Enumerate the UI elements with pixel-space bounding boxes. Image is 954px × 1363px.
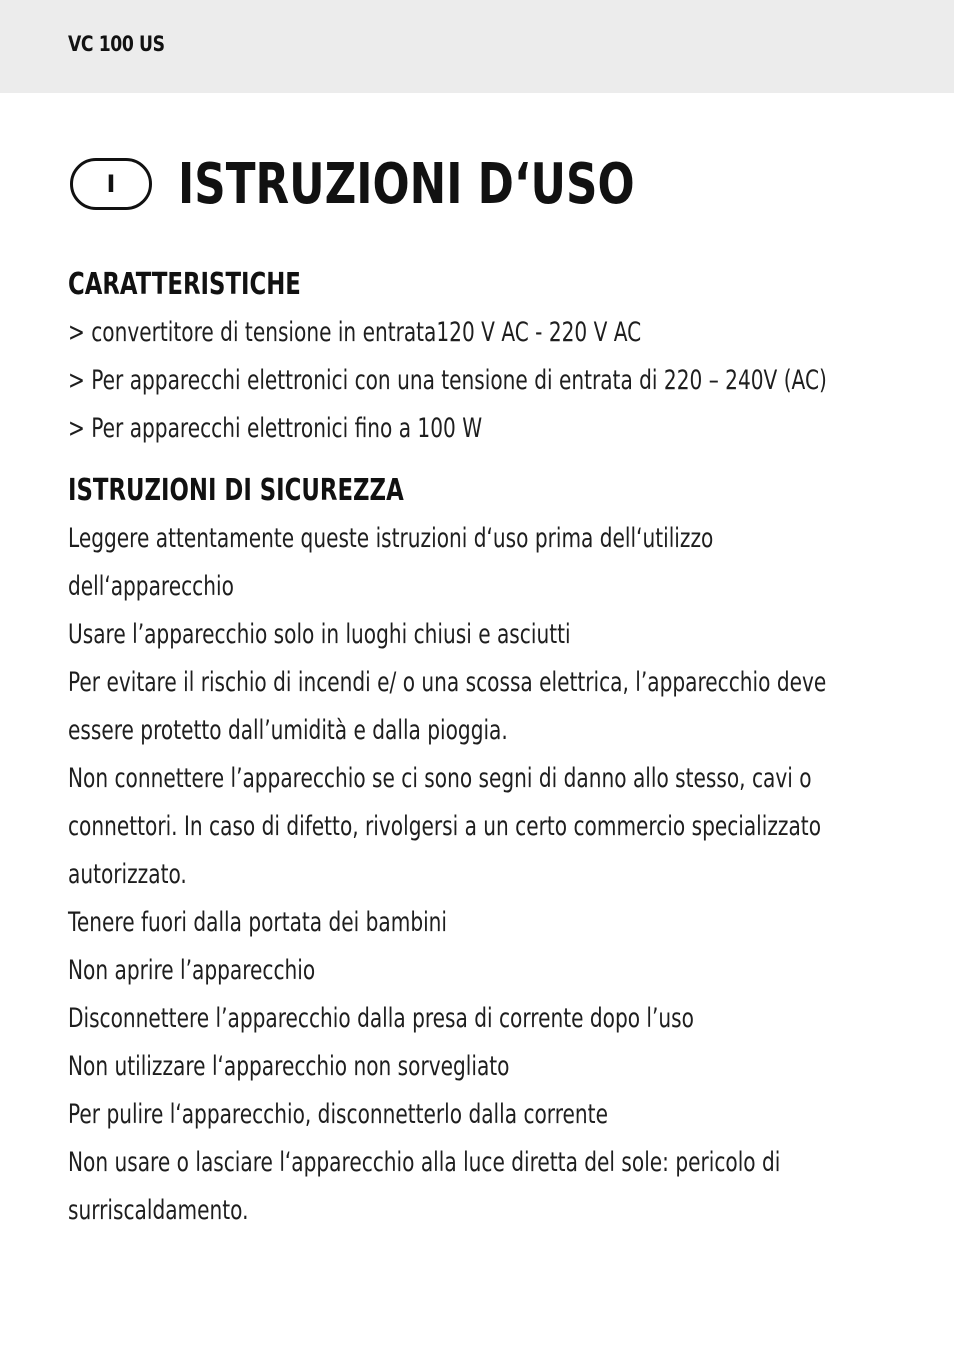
safety-section: [68, 471, 888, 1235]
safety-line: Non utilizzare l‘apparecchio non sorvegliato: [68, 1051, 510, 1082]
feature-item: > Per apparecchi elettronici fino a 100 W: [68, 413, 483, 444]
safety-line: surriscaldamento.: [68, 1195, 249, 1226]
safety-heading: ISTRUZIONI DI SICUREZZA: [68, 473, 404, 508]
feature-item: > convertitore di tensione in entrata120 V AC - 220 V AC: [68, 317, 642, 348]
safety-line: Usare l’apparecchio solo in luoghi chiusi e asciutti: [68, 619, 571, 650]
features-section: [68, 265, 888, 453]
features-heading: CARATTERISTICHE: [68, 267, 301, 302]
safety-line: Disconnettere l’apparecchio dalla presa di corrente dopo l’uso: [68, 1003, 694, 1034]
page-title: ISTRUZIONI D‘USO: [178, 152, 635, 217]
safety-line: connettori. In caso di difetto, rivolgersi a un certo commercio specializzato: [68, 811, 821, 842]
feature-item: > Per apparecchi elettronici con una tensione di entrata di 220 – 240V (AC): [68, 365, 827, 396]
safety-line: Per evitare il rischio di incendi e/ o una scossa elettrica, l’apparecchio deve: [68, 667, 827, 698]
safety-line: Non usare o lasciare l‘apparecchio alla luce diretta del sole: pericolo di: [68, 1147, 781, 1178]
safety-line: Per pulire l‘apparecchio, disconnetterlo dalla corrente: [68, 1099, 608, 1130]
safety-line: dell‘apparecchio: [68, 571, 234, 602]
safety-line: Leggere attentamente queste istruzioni d‘uso prima dell‘utilizzo: [68, 523, 714, 554]
safety-line: autorizzato.: [68, 859, 187, 890]
safety-line: Tenere fuori dalla portata dei bambini: [68, 907, 448, 938]
page-header: [0, 0, 954, 93]
safety-line: Non aprire l’apparecchio: [68, 955, 316, 986]
safety-line: essere protetto dall’umidità e dalla pioggia.: [68, 715, 508, 746]
model-code: VC 100 US: [68, 32, 165, 56]
safety-line: Non connettere l’apparecchio se ci sono segni di danno allo stesso, cavi o: [68, 763, 812, 794]
language-badge: I: [70, 158, 152, 210]
